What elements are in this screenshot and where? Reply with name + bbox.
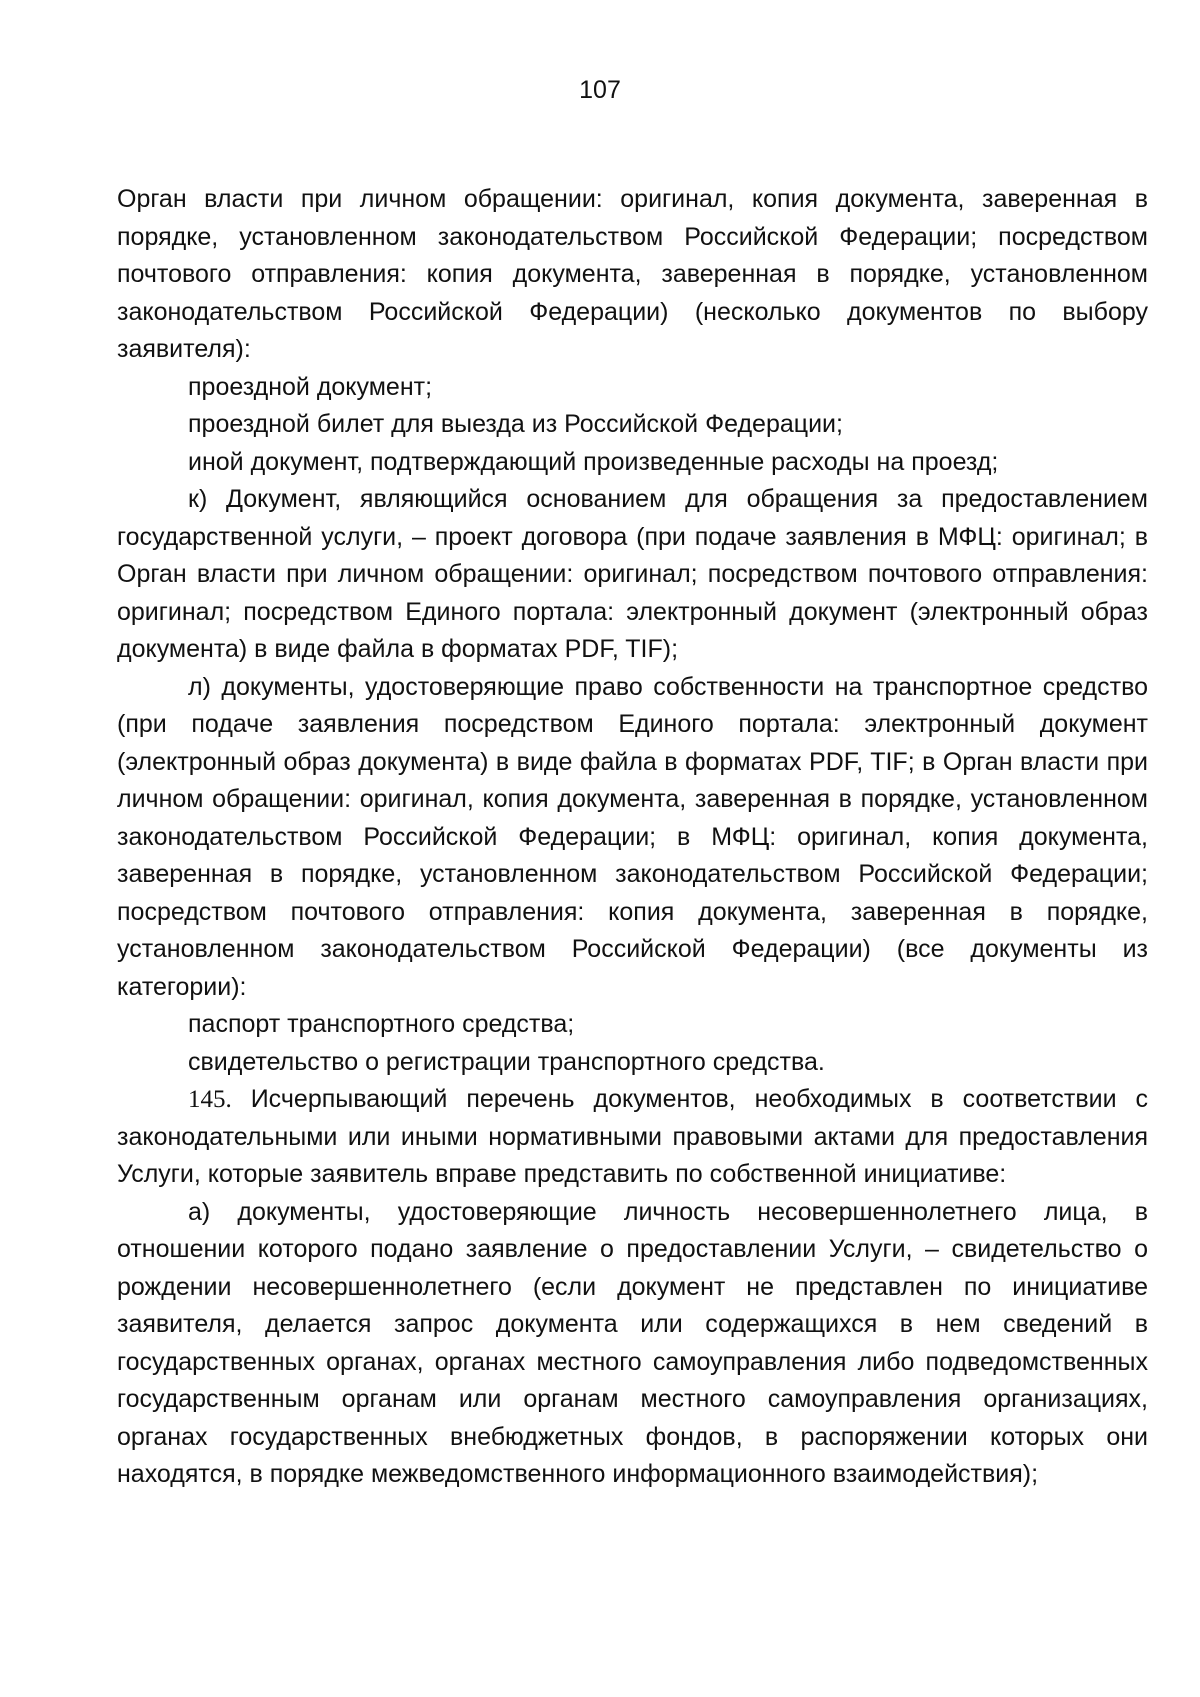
list-item-vehicle-registration: свидетельство о регистрации транспортного средства. [188,1047,825,1076]
section-number: 145. [188,1086,232,1113]
list-item-vehicle-passport: паспорт транспортного средства; [188,1010,575,1038]
paragraph-section-145 [117,1081,1148,1194]
paragraph-item-a: а) документы, удостоверяющие личность несовершеннолетнего лица, в отношении которого подано заявление о предоставлении Услуги, – свидетельство о рождении несовершеннолетнего (если документ не представлен по инициативе заявителя, делается запрос документа или содержащихся в нем сведений в государственных органах, органах местного самоуправления либо подведомственных государственным органам или органам местного самоуправления организациях, органах государственных внебюджетных фондов, в распоряжении которых они находятся, в порядке межведомственного информационного взаимодействия); [117,1197,1148,1488]
paragraph-item-k: к) Документ, являющийся основанием для обращения за предоставлением государственной услуги, – проект договора (при подаче заявления в МФЦ: оригинал; в Орган власти при личном обращении: оригинал; посредством почтового отправления: оригинал; посредством Единого портала: электронный документ (электронный образ документа) в виде файла в форматах PDF, TIF); [117,485,1148,663]
list-item-other-document: иной документ, подтверждающий произведенные расходы на проезд; [188,447,999,476]
list-item-travel-ticket: проездной билет для выезда из Российской Федерации; [188,410,843,438]
section-text: Исчерпывающий перечень документов, необходимых в соответствии с законодательными или иными нормативными правовыми актами для предоставления Услуги, которые заявитель вправе представить по собственной инициативе: [117,1085,1148,1188]
paragraph-continuation: Орган власти при личном обращении: оригинал, копия документа, заверенная в порядке, установленном законодательством Российской Федерации; посредством почтового отправления: копия документа, заверенная в порядке, установленном законодательством Российской Федерации) (несколько документов по выбору заявителя): [117,185,1148,363]
list-item-travel-document: проездной документ; [188,372,433,401]
page-number: 107 [579,76,621,104]
paragraph-item-l: л) документы, удостоверяющие право собственности на транспортное средство (при подаче заявления посредством Единого портала: электронный документ (электронный образ документа) в виде файла в форматах PDF, TIF; в Орган власти при личном обращении: оригинал, копия документа, заверенная в порядке, установленном законодательством Российской Федерации; в МФЦ: оригинал, копия документа, заверенная в порядке, установленном законодательством Российской Федерации; посредством почтового отправления: копия документа, заверенная в порядке, установленном законодательством Российской Федерации) (все документы из категории): [117,672,1148,1001]
document-body [117,181,1148,1494]
